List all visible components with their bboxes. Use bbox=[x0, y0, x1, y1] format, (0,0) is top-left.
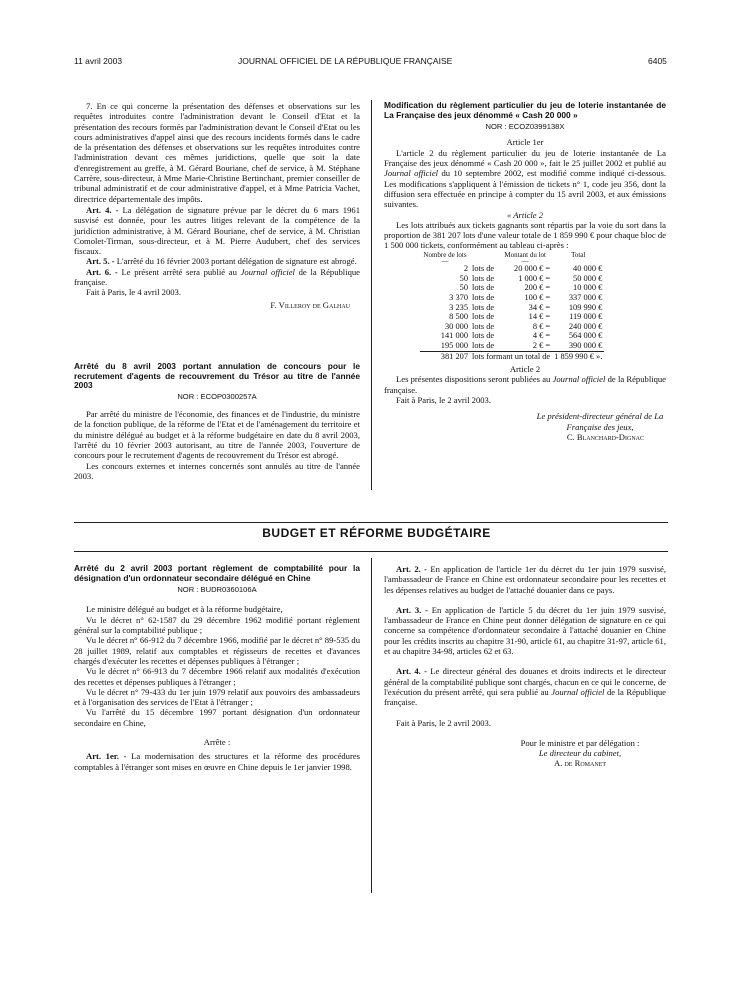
visa-4: Vu le décret n° 79-433 du 1er juin 1979 relatif aux pouvoirs des ambassadeurs et à l'organisation des services de l'Etat à l'étranger ; bbox=[74, 686, 360, 708]
arrete-2-avril-title: Arrêté du 2 avril 2003 portant règlement de comptabilité pour la désignation d'un ordonnateur secondaire délégué en Chine bbox=[74, 563, 360, 583]
total-amount: 1 859 990 € ». bbox=[554, 351, 603, 361]
lot-amount: 34 € = bbox=[528, 302, 551, 312]
right-column-top bbox=[384, 101, 666, 442]
article-2-quote: « Article 2 bbox=[506, 209, 544, 220]
section-rule-bottom bbox=[74, 551, 668, 552]
column-divider bbox=[371, 100, 372, 490]
article-2-label: Art. 2. - bbox=[396, 564, 428, 574]
lot-de: lots de bbox=[472, 264, 495, 274]
section-title: BUDGET ET RÉFORME BUDGÉTAIRE bbox=[262, 526, 491, 540]
article-4-bottom-a: Le directeur général des douanes et droits indirects et le directeur général de la comptabilité publique sont chargés, chacun en ce qui le concerne, de l'exécution du présent arrêté, qui sera publié au bbox=[384, 666, 666, 697]
lot-total: 10 000 € bbox=[573, 283, 603, 293]
lot-amount: 200 € = bbox=[524, 283, 551, 293]
visa-2: Vu le décret n° 66-912 du 7 décembre 1966, modifié par le décret n° 89-535 du 28 juillet 1989, relatif aux comptables et régisseurs de recettes et d'avances chargés d'exécuter les recettes et dépenses publiques à l'étranger ; bbox=[74, 635, 360, 666]
loterie-p1-b: du 10 septembre 2002, est modifié comme indiqué ci-dessous. Les modifications s'appliquent à l'émission de tickets n° 1, code jeu 356, dont la diffusion sera effectuée en principe à compter du 15 avril 2003, et aux émissions suivantes. bbox=[384, 168, 666, 210]
sign-line-2: Le directeur du cabinet, bbox=[538, 748, 622, 759]
article-2-heading: Article 2 bbox=[509, 364, 541, 375]
sign-line-3: A. de Romanet bbox=[553, 758, 607, 769]
article-6-text-a: Le présent arrêté sera publié au bbox=[117, 266, 241, 277]
visa-5: Vu l'arrêté du 15 décembre 1997 portant désignation d'un ordonnateur secondaire en Chine, bbox=[74, 707, 360, 728]
loterie-p3-b: de la République française. bbox=[384, 374, 666, 395]
article-3-label: Art. 3. - bbox=[396, 604, 428, 615]
loterie-p3 bbox=[384, 374, 666, 395]
lots-table-row bbox=[420, 331, 604, 341]
column-divider-bottom bbox=[371, 558, 372, 893]
lot-total: 564 000 € bbox=[568, 331, 603, 341]
visa-3: Vu le décret n° 66-913 du 7 décembre 1966 relatif aux modalités d'exécution des recettes et dépenses publiques à l'étranger ; bbox=[74, 666, 360, 687]
lot-count: 195 000 bbox=[440, 341, 468, 350]
article-4-text: La délégation de signature prévue par le décret du 6 mars 1961 susvisé est donnée, pour les autres litiges relevant de la compétence de la juridiction administrative, à M. Gérard Bouriane, chef de service, à M. Christian Comolet-Tirman, sous-directeur, et à M. Pierre Audubert, chef des services fiscaux. bbox=[74, 204, 360, 257]
lots-table-row bbox=[420, 322, 604, 332]
arrete-2-avril-nor: NOR : BUDR0360106A bbox=[177, 585, 257, 595]
page-date: 11 avril 2003 bbox=[74, 56, 123, 66]
article-1 bbox=[74, 751, 360, 772]
lot-total: 50 000 € bbox=[573, 273, 603, 283]
lot-de: lots de bbox=[472, 302, 495, 312]
lots-table-row bbox=[420, 312, 604, 322]
arrete-8-avril-p1: Par arrêté du ministre de l'économie, des finances et de l'industrie, du ministre de la fonction publique, de la réforme de l'Etat et de l'aménagement du territoire et du ministre délégué au budget et à la réforme budgétaire en date du 8 avril 2003, l'arrêté du 10 février 2003 autorisant, au titre de l'année 2003, l'ouverture de concours pour le recrutement d'agents de recouvrement du Trésor est abrogé. bbox=[74, 409, 360, 461]
article-4 bbox=[74, 205, 360, 256]
lot-count: 2 bbox=[463, 264, 468, 274]
lots-table-row bbox=[420, 283, 604, 293]
lot-total: 337 000 € bbox=[568, 293, 603, 303]
article-6 bbox=[74, 267, 360, 288]
lot-total: 240 000 € bbox=[568, 321, 603, 331]
lots-table-row bbox=[420, 274, 604, 284]
loterie-p3-a: Les présentes dispositions seront publiées au bbox=[396, 374, 553, 385]
lots-table-row bbox=[420, 264, 604, 274]
article-1-heading: Article 1er bbox=[506, 137, 544, 148]
arrete-2-avril-intro: Le ministre délégué au budget et à la réforme budgétaire, bbox=[86, 604, 283, 615]
article-3-text: En application de l'article 5 du décret du 1er juin 1979 susvisé, l'ambassadeur de France en Chine peut donner délégation de signature en ce qui concerne sa compétence d'ordonnateur secondaire à l'attaché douanier en Chine pour les crédits inscrits au chapitre 31-90, article 61, au chapitre 31-97, article 61, et au chapitre 34-98, articles 62 et 63. bbox=[384, 604, 666, 657]
loterie-p1-journal: Journal officiel bbox=[384, 168, 439, 179]
lot-amount: 4 € = bbox=[532, 331, 551, 341]
article-6-journal: Journal officiel bbox=[240, 266, 295, 277]
lot-amount: 20 000 € = bbox=[514, 264, 551, 274]
total-count: 381 207 bbox=[420, 351, 470, 361]
article-4-bottom-b: de la République française. bbox=[384, 686, 666, 708]
page-number: 6405 bbox=[648, 56, 667, 66]
lot-amount: 100 € = bbox=[524, 293, 551, 303]
article-6-text-b: de la République française. bbox=[74, 266, 360, 288]
visa-1: Vu le décret n° 62-1587 du 29 décembre 1962 modifié portant règlement général sur la comptabilité publique ; bbox=[74, 614, 360, 636]
paragraph-7: 7. En ce qui concerne la présentation des défenses et observations sur les requêtes introduites contre l'administration devant le Conseil d'Etat et la présentation des recours formés par l'administration devant le Conseil d'Etat ou les cours administratives d'appel ainsi que des recours incidents formés dans le cadre de la présentation des défenses et observations sur les requêtes introduites contre l'administration devant ces mêmes juridictions, quelle que soit la date d'enregistrement au greffe, à M. Gérard Bouriane, chef de service, à M. Stéphane Carrère, sous-directeur, à Mme Marie-Christine Bertinchant, premier conseiller de tribunal administratif et de cour administrative d'appel, et à Mme Patricia Vachet, directrice départementale des impôts. bbox=[74, 101, 360, 204]
arrete-8-avril bbox=[74, 362, 360, 481]
article-4-bottom-label: Art. 4. - bbox=[396, 666, 427, 677]
lot-count: 141 000 bbox=[440, 331, 468, 341]
loterie-p1 bbox=[384, 148, 666, 210]
lot-total: 40 000 € bbox=[573, 264, 603, 274]
bottom-done: Fait à Paris, le 2 avril 2003. bbox=[396, 717, 491, 728]
lot-amount: 2 € = bbox=[532, 341, 551, 350]
lots-table-total-row bbox=[420, 351, 604, 361]
loterie-nor: NOR : ECOZ0399138X bbox=[485, 122, 565, 132]
journal-title: JOURNAL OFFICIEL DE LA RÉPUBLIQUE FRANÇAISE bbox=[238, 56, 453, 66]
section-rule-top bbox=[74, 522, 668, 523]
lot-amount: 1 000 € = bbox=[518, 273, 551, 283]
loterie-done: Fait à Paris, le 2 avril 2003. bbox=[396, 395, 491, 406]
signature: F. Villeroy de Galhau bbox=[270, 299, 350, 310]
lot-total: 119 000 € bbox=[569, 312, 603, 322]
lot-count: 8 500 bbox=[449, 312, 468, 322]
loterie-sign-name: C. Blanchard-Dignac bbox=[566, 431, 644, 442]
lot-count: 3 370 bbox=[449, 293, 468, 303]
lots-table: Nombre de lots Montant du lot Total — — 2 lots de 20 000 € = 40 000 € 50 lots de 1 000 € = 50 000 € 50 lots de 200 € = 10 000 € 3 370 lots de 100 € = 337 000 € 3 235 lots de 34 € = 109 990 € 8 500 lots de 14 € = 119 000 € 30 000 lots de 8 € = 240 000 € 141 000 lots de 4 € = 564 000 € 195 000 lots de 2 € = 390 000 € 381 207 lots formant un total de 1 859 990 € ». bbox=[420, 252, 604, 361]
arrete-2-avril bbox=[74, 564, 360, 772]
arrete-2-avril-cont bbox=[384, 564, 666, 769]
lot-total: 109 990 € bbox=[568, 302, 603, 312]
lot-de: lots de bbox=[472, 312, 495, 322]
total-label: lots formant un total de bbox=[472, 351, 551, 361]
article-4-bottom bbox=[384, 666, 666, 707]
loterie-p1-a: L'article 2 du règlement particulier du jeu de loterie instantanée de La Française des jeux dénommé « Cash 20 000 », fait le 25 juillet 2002 et publié au bbox=[384, 147, 666, 169]
left-column-top bbox=[74, 101, 360, 310]
article-5-label: Art. 5. - bbox=[86, 256, 115, 267]
article-1-text: La modernisation des structures et la réforme des procédures comptables à l'étranger sont mises en œuvre en Chine depuis le 1er janvier 1998. bbox=[74, 751, 360, 772]
article-4-bottom-journal: Journal officiel bbox=[551, 686, 605, 697]
lot-de: lots de bbox=[472, 283, 495, 293]
lot-de: lots de bbox=[472, 331, 495, 341]
lots-table-row bbox=[420, 341, 604, 351]
lot-amount: 8 € = bbox=[532, 321, 551, 331]
lot-count: 50 bbox=[459, 283, 468, 293]
done-date: Fait à Paris, le 4 avril 2003. bbox=[86, 287, 181, 298]
lots-table-row bbox=[420, 303, 604, 313]
lot-de: lots de bbox=[472, 293, 495, 303]
lots-table-row bbox=[420, 293, 604, 303]
loterie-title: Modification du règlement particulier du jeu de loterie instantanée de La Française des jeux dénommé « Cash 20 000 » bbox=[384, 100, 666, 120]
loterie-sign-role: Le président-directeur général de La Française des jeux, bbox=[536, 411, 664, 432]
article-6-label: Art. 6. - bbox=[86, 266, 118, 277]
article-1-label: Art. 1er. - bbox=[86, 751, 127, 762]
article-3 bbox=[384, 605, 666, 656]
article-4-label: Art. 4. - bbox=[86, 204, 119, 215]
sign-line-1: Pour le ministre et par délégation : bbox=[520, 737, 640, 748]
loterie-p3-journal: Journal officiel bbox=[552, 374, 606, 385]
header-montant: Montant du lot bbox=[504, 250, 546, 259]
arrete-8-avril-title: Arrêté du 8 avril 2003 portant annulation de concours pour le recrutement d'agents de recouvrement du Trésor au titre de l'année 2003 bbox=[74, 361, 360, 391]
lot-count: 50 bbox=[459, 273, 468, 283]
lot-de: lots de bbox=[472, 273, 495, 283]
lot-de: lots de bbox=[472, 321, 495, 331]
header-total: Total bbox=[571, 250, 586, 259]
arrete-8-avril-p2: Les concours externes et internes concernés sont annulés au titre de l'année 2003. bbox=[74, 460, 360, 481]
lot-total: 390 000 € bbox=[568, 341, 603, 350]
lot-count: 3 235 bbox=[449, 302, 468, 312]
arrete-8-avril-nor: NOR : ECOP0300257A bbox=[177, 391, 257, 401]
lot-de: lots de bbox=[472, 341, 495, 350]
article-2 bbox=[384, 564, 666, 595]
loterie-p2: Les lots attribués aux tickets gagnants sont répartis par la voie du sort dans la proportion de 381 207 lots d'une valeur totale de 1 859 990 € pour chaque bloc de 1 500 000 tickets, conformément au tableau ci-après : bbox=[384, 219, 666, 251]
lot-amount: 14 € = bbox=[528, 312, 551, 322]
article-2-text: En application de l'article 1er du décret du 1er juin 1979 susvisé, l'ambassadeur de France en Chine est ordonnateur secondaire pour les recettes et les dépenses relatives au budget de l'attaché douanier dans ce pays. bbox=[384, 564, 667, 595]
header-nombre: Nombre de lots bbox=[423, 250, 467, 259]
article-5-text: L'arrêté du 16 février 2003 portant délégation de signature est abrogé. bbox=[114, 256, 357, 267]
article-5 bbox=[74, 256, 360, 266]
arrete-heading: Arrête : bbox=[203, 737, 231, 748]
lot-count: 30 000 bbox=[444, 321, 468, 331]
